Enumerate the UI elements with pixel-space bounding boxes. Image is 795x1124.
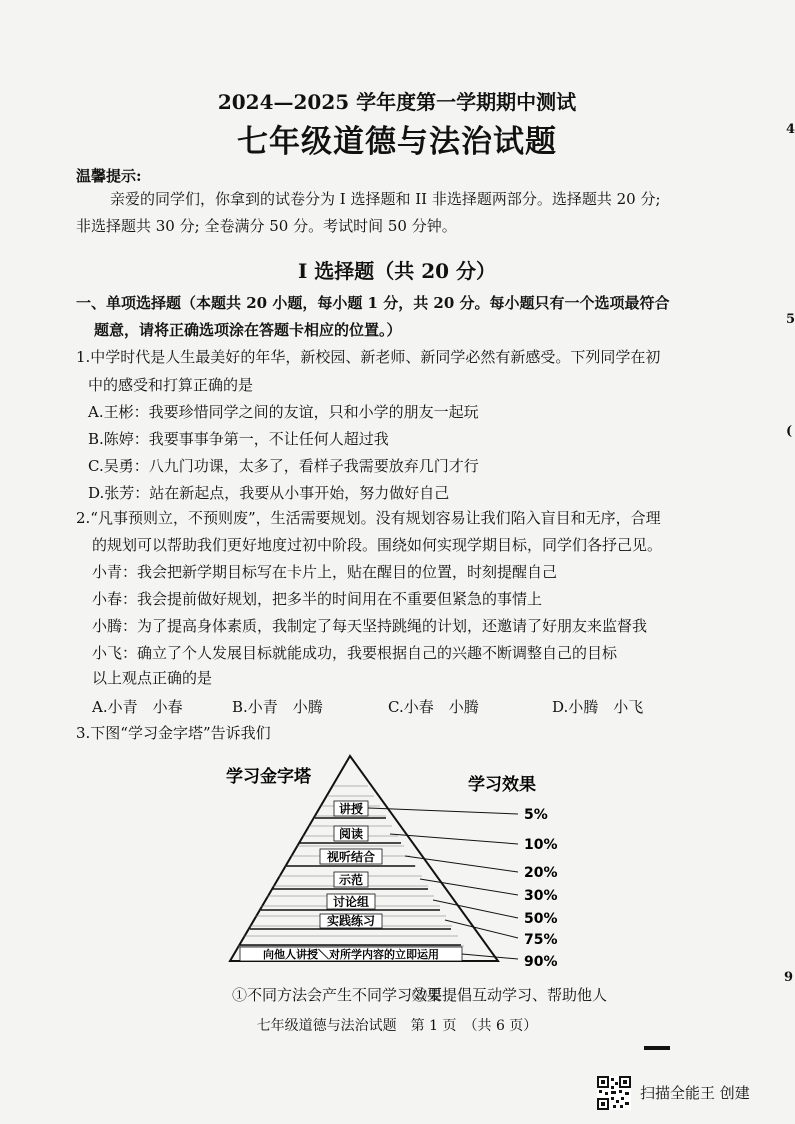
edge-mark-2: 5 (786, 312, 795, 327)
edge-mark-1: 4 (786, 122, 795, 137)
effect-pct-2: 10% (524, 837, 558, 853)
q2-ask: 以上观点正确的是 (92, 669, 213, 687)
exam-title: 七年级道德与法治试题 (237, 124, 557, 160)
learning-pyramid-figure (200, 748, 620, 978)
q2-option-d: D.小腾 小飞 (552, 698, 644, 716)
section-instruction-2: 题意，请将正确选项涂在答题卡相应的位置。） (94, 321, 402, 339)
effect-pct-4: 30% (524, 888, 558, 904)
q2-view-1: 小青：我会把新学期目标写在卡片上，贴在醒目的位置，时刻提醒自己 (92, 563, 558, 581)
q1-option-b: B.陈婷：我要事事争第一，不让任何人超过我 (88, 430, 389, 448)
section-instruction-1: 一、单项选择题（本题共 20 小题，每小题 1 分，共 20 分。每小题只有一个选项最符合 (76, 294, 670, 312)
q3-stem: 3.下图“学习金字塔”告诉我们 (76, 724, 271, 742)
exam-header-line1: 2024—2025 学年度第一学期期中测试 (217, 90, 577, 114)
margin-dash (644, 1046, 670, 1050)
effect-pct-3: 20% (524, 865, 558, 881)
q2-option-a: A.小青 小春 (92, 698, 183, 716)
q2-stem-2: 的规划可以帮助我们更好地度过初中阶段。围绕如何实现学期目标，同学们各抒己见。 (92, 536, 663, 554)
q1-option-c: C.吴勇：八九门功课，太多了，看样子我需要放弃几门才行 (88, 457, 479, 475)
q2-option-c: C.小春 小腾 (388, 698, 479, 716)
q3-statement-1: ①不同方法会产生不同学习效果 (232, 986, 443, 1004)
tips-title: 温馨提示: (76, 167, 142, 185)
qr-code-icon (597, 1076, 631, 1110)
effect-pct-5: 50% (524, 911, 558, 927)
pyramid-title: 学习金字塔 (226, 767, 311, 787)
q2-view-3: 小腾：为了提高身体素质，我制定了每天坚持跳绳的计划，还邀请了好朋友来监督我 (92, 617, 648, 635)
level-label-6: 实践练习 (326, 914, 376, 928)
q1-option-d: D.张芳：站在新起点，我要从小事开始，努力做好自己 (88, 484, 450, 502)
q1-stem-1: 1.中学时代是人生最美好的年华，新校园、新老师、新同学必然有新感受。下列同学在初 (76, 348, 661, 366)
page-footer: 七年级道德与法治试题 第 1 页 （共 6 页） (256, 1018, 538, 1034)
tips-line-1: 亲爱的同学们，你拿到的试卷分为 I 选择题和 II 非选择题两部分。选择题共 20 分; (110, 190, 661, 208)
level-label-1: 讲授 (338, 802, 364, 816)
q2-stem-1: 2.“凡事预则立，不预则废”，生活需要规划。没有规划容易让我们陷入盲目和无序，合理 (76, 509, 661, 527)
q2-view-4: 小飞：确立了个人发展目标就能成功，我要根据自己的兴趣不断调整自己的目标 (92, 644, 618, 662)
q3-statement-2: ②要提倡互动学习、帮助他人 (412, 986, 608, 1004)
level-label-2: 阅读 (338, 827, 364, 841)
edge-mark-3: ( (786, 424, 793, 439)
effect-pct-1: 5% (524, 807, 548, 823)
q1-stem-2: 中的感受和打算正确的是 (88, 376, 254, 394)
effect-pct-6: 75% (524, 932, 558, 948)
level-label-5: 讨论组 (332, 895, 370, 909)
section-title: I 选择题（共 20 分） (297, 259, 497, 283)
level-label-7: 向他人讲授＼对所学内容的立即运用 (263, 948, 439, 961)
level-label-3: 视听结合 (326, 850, 376, 864)
q2-view-2: 小春：我会提前做好规划，把多半的时间用在不重要但紧急的事情上 (92, 590, 543, 608)
scanner-watermark: 扫描全能王 创建 (640, 1084, 750, 1102)
q1-option-a: A.王彬：我要珍惜同学之间的友谊，只和小学的朋友一起玩 (88, 403, 479, 421)
effect-title: 学习效果 (468, 775, 536, 795)
effect-pct-7: 90% (524, 954, 558, 970)
level-label-4: 示范 (338, 873, 364, 887)
q2-option-b: B.小青 小腾 (232, 698, 323, 716)
tips-line-2: 非选择题共 30 分; 全卷满分 50 分。考试时间 50 分钟。 (76, 217, 457, 235)
edge-mark-4: 9 (784, 970, 794, 985)
